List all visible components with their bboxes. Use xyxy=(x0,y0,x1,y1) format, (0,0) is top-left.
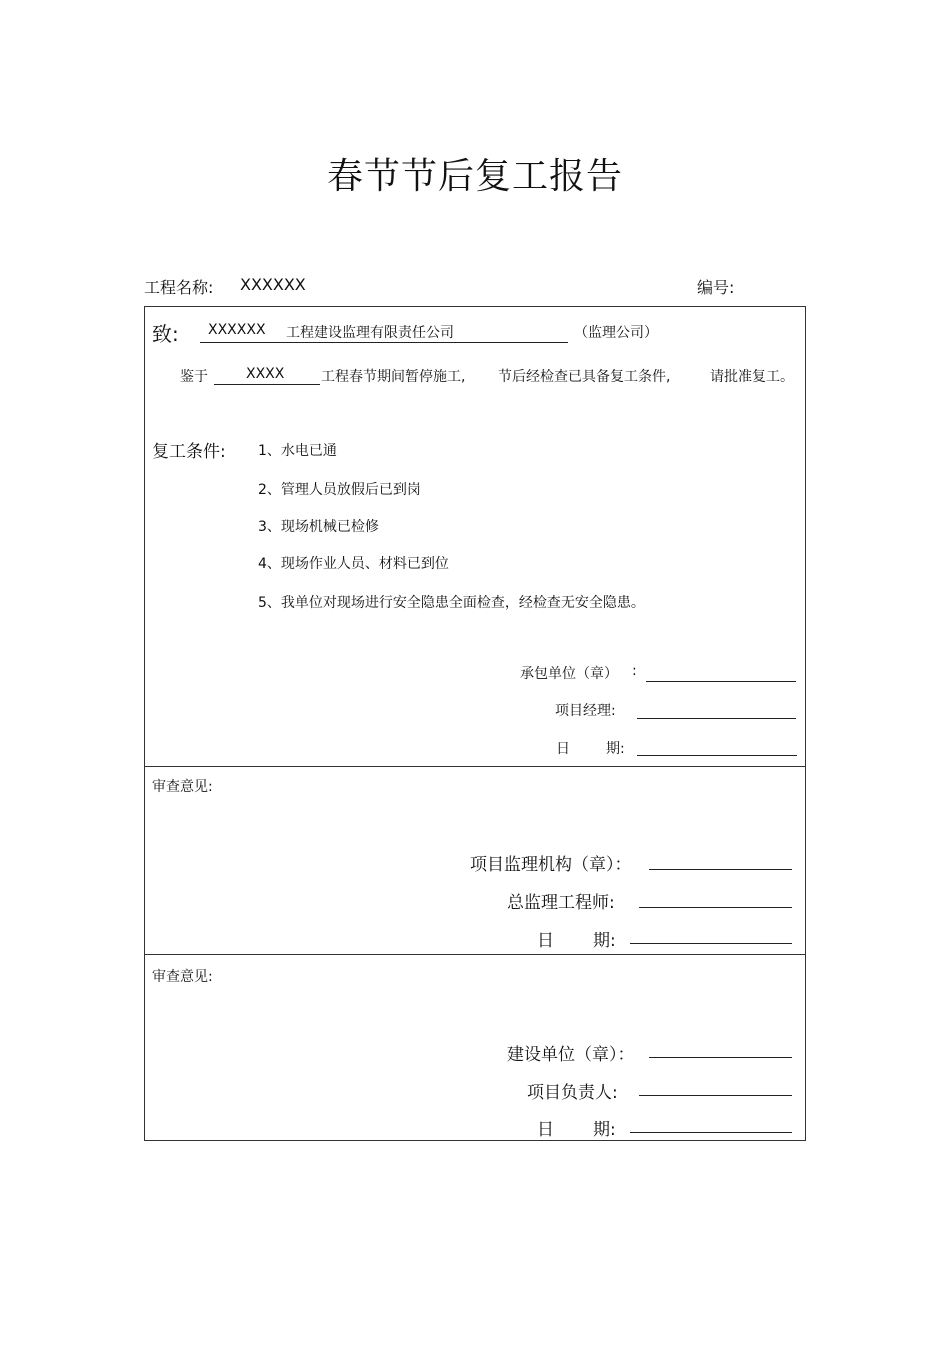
intro-prefix: 鉴于 xyxy=(180,369,208,385)
contractor-date-line xyxy=(637,755,797,756)
owner-review-label: 审查意见: xyxy=(152,969,213,985)
condition-item: 3、现场机械已检修 xyxy=(258,519,379,535)
section-divider-1 xyxy=(144,766,806,767)
intro-part2: 节后经检查已具备复工条件, xyxy=(498,369,671,385)
owner-unit-label: 建设单位（章）： xyxy=(507,1045,635,1065)
contractor-date-label-2: 期: xyxy=(606,741,625,757)
supervision-date-line xyxy=(630,943,792,944)
owner-date-label-1: 日 xyxy=(537,1120,554,1140)
supervision-org-line xyxy=(649,869,792,870)
owner-person-label: 项目负责人: xyxy=(527,1083,618,1103)
contractor-date-label-1: 日 xyxy=(556,741,570,757)
project-manager-label: 项目经理: xyxy=(555,703,616,719)
condition-item: 2、管理人员放假后已到岗 xyxy=(258,482,421,498)
section-divider-2 xyxy=(144,954,806,955)
to-company-code: XXXXXX xyxy=(208,322,266,338)
supervision-date-label-1: 日 xyxy=(537,931,554,951)
number-label: 编号: xyxy=(697,278,735,297)
project-name-value: XXXXXX xyxy=(240,275,306,294)
conditions-label: 复工条件: xyxy=(152,442,226,462)
project-name-label: 工程名称: xyxy=(144,278,214,297)
to-underline xyxy=(200,342,568,343)
intro-project: XXXX xyxy=(246,366,285,382)
to-company-name: 工程建设监理有限责任公司 xyxy=(286,325,454,341)
page-title: 春节节后复工报告 xyxy=(326,156,623,197)
to-label: 致: xyxy=(152,322,179,346)
supervision-review-label: 审查意见: xyxy=(152,779,213,795)
project-manager-line xyxy=(637,718,796,719)
owner-date-label-2: 期: xyxy=(593,1120,616,1140)
chief-engineer-line xyxy=(639,907,792,908)
owner-unit-line xyxy=(649,1057,792,1058)
contractor-unit-colon: : xyxy=(632,663,637,679)
intro-underline xyxy=(214,384,320,385)
to-suffix: （监理公司） xyxy=(574,325,658,341)
intro-part3: 请批准复工。 xyxy=(710,369,794,385)
owner-person-line xyxy=(639,1095,792,1096)
intro-part1: 工程春节期间暂停施工, xyxy=(321,369,466,385)
condition-item: 5、我单位对现场进行安全隐患全面检查，经检查无安全隐患。 xyxy=(258,595,645,611)
condition-item: 4、现场作业人员、材料已到位 xyxy=(258,556,449,572)
contractor-unit-line xyxy=(646,681,796,682)
supervision-org-label: 项目监理机构（章）： xyxy=(470,855,632,875)
condition-item: 1、水电已通 xyxy=(258,443,337,459)
form-box xyxy=(144,306,806,1141)
owner-date-line xyxy=(630,1132,792,1133)
contractor-unit-label: 承包单位（章） xyxy=(520,666,618,682)
chief-engineer-label: 总监理工程师: xyxy=(507,893,615,913)
supervision-date-label-2: 期: xyxy=(593,931,616,951)
